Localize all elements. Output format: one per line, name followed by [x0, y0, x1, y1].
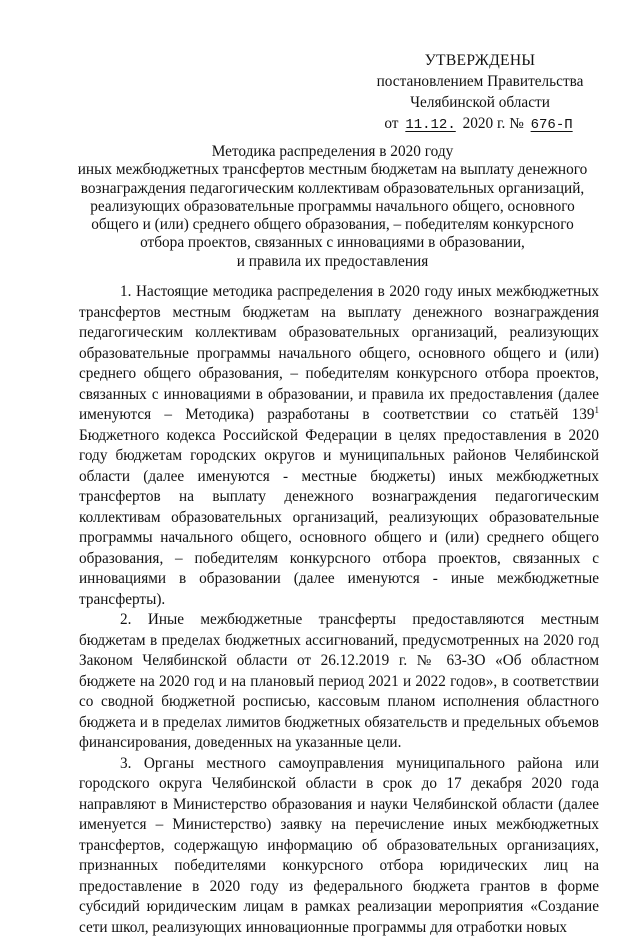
- paragraph-1: [79, 282, 599, 610]
- paragraph-3: 3. Органы местного самоуправления муниципального района или городского округа Челябинской области в срок до 17 декабря 2020 года направляют в Министерство образования и науки Челябинской области (далее именуется – Министерство) заявку на перечисление иных межбюджетных трансфертов, содержащую информацию об образовательных организациях, признанных победителями конкурсного отбора юридических лиц на предоставление в 2020 году из федерального бюджета грантов в форме субсидий юридическим лицам в рамках реализации мероприятия «Создание сети школ, реализующих инновационные программы для отработки новых: [79, 754, 599, 938]
- decree-number: 676-П: [528, 117, 576, 133]
- paragraph-1-text-b: Бюджетного кодекса Российской Федерации в целях предоставления в 2020 году бюджетам городских округов и муниципальных районов Челябинской области (далее именуются - местные бюджеты) иных межбюджетных трансфертов на выплату денежного вознаграждения педагогическим коллективам образовательных организаций, реализующих образовательные программы начального общего, основного общего и (или) среднего общего образования, – победителям конкурсного отбора проектов, связанных с инновациями в образовании (далее именуются - иные межбюджетные трансферты).: [79, 427, 599, 608]
- approval-line-decree: постановлением Правительства: [355, 71, 605, 92]
- approved-heading: УТВЕРЖДЕНЫ: [355, 50, 605, 71]
- title-line: иных межбюджетных трансфертов местным бюджетам на выплату денежного: [60, 161, 605, 179]
- article-superscript: 1: [595, 405, 600, 415]
- approval-date-line: [355, 113, 605, 136]
- document-title: [60, 143, 605, 271]
- title-line: и правила их предоставления: [60, 253, 605, 271]
- title-line: Методика распределения в 2020 году: [60, 143, 605, 161]
- paragraph-2: 2. Иные межбюджетные трансферты предоставляются местным бюджетам в пределах бюджетных ассигнований, предусмотренных на 2020 год Законом Челябинской области от 26.12.2019 г. № 63-ЗО «Об областном бюджете на 2020 год и на плановый период 2021 и 2022 годов», в соответствии со сводной бюджетной росписью, кассовым планом исполнения областного бюджета и в пределах лимитов бюджетных обязательств и предельных объемов финансирования, доведенных на указанные цели.: [79, 610, 599, 754]
- decree-year-text: 2020 г. №: [463, 115, 524, 132]
- paragraph-1-text-a: 1. Настоящие методика распределения в 2020 году иных межбюджетных трансфертов местным бюджетам на выплату денежного вознаграждения педагогическим коллективам образовательных организаций, реализующих образовательные программы начального общего, основного общего и (или) среднего общего образования, – победителям конкурсного отбора проектов, связанных с инновациями в образовании, и правила их предоставления (далее именуются – Методика) разработаны в соответствии со статьёй 139: [79, 283, 599, 423]
- title-line: общего и (или) среднего общего образования, – победителям конкурсного: [60, 216, 605, 234]
- title-line: реализующих образовательные программы начального общего, основного: [60, 198, 605, 216]
- title-line: отбора проектов, связанных с инновациями в образовании,: [60, 234, 605, 252]
- date-prefix: от: [384, 115, 398, 132]
- approval-block: [355, 50, 605, 136]
- approval-line-region: Челябинской области: [355, 92, 605, 113]
- decree-date: 11.12.: [402, 117, 458, 133]
- title-line: вознаграждения педагогическим коллективам образовательных организаций,: [60, 180, 605, 198]
- document-body: [79, 282, 599, 938]
